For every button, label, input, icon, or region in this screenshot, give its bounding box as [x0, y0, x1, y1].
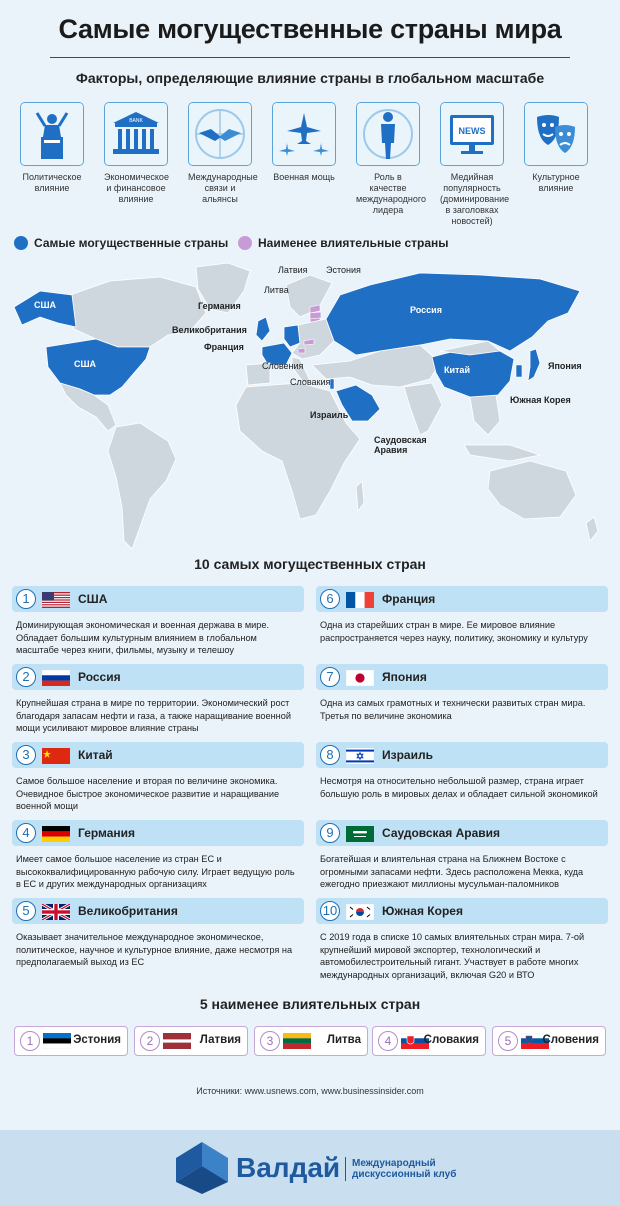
card-header — [12, 664, 304, 690]
latvia-flag-icon — [163, 1033, 191, 1049]
country-name: Латвия — [199, 1034, 241, 1046]
country-name: Словения — [542, 1034, 599, 1046]
bank-text: BANK — [129, 118, 143, 124]
legend-weak-label: Наименее влиятельные страны — [258, 236, 449, 250]
rank-number: 3 — [260, 1031, 280, 1051]
factor-label: Культурное влияние — [532, 172, 580, 193]
rank-number: 5 — [498, 1031, 518, 1051]
country-name: Литва — [326, 1034, 361, 1046]
russia-flag-icon — [42, 670, 70, 686]
map-label-uk: Великобритания — [172, 325, 247, 335]
country-name: Саудовская Аравия — [382, 826, 501, 840]
factor-label: Международные связи и альянсы — [188, 172, 258, 204]
legend-powerful — [14, 236, 228, 250]
weak-country-lithuania — [254, 1026, 368, 1056]
rank-number: 4 — [378, 1031, 398, 1051]
france-flag-icon — [346, 592, 374, 608]
factor-military — [272, 102, 336, 183]
country-description: Одна из самых грамотных и технически развитых стран мира. Третья по величине экономика — [320, 698, 586, 721]
rank-number: 6 — [320, 589, 340, 609]
card-header — [12, 898, 304, 924]
country-name: Израиль — [382, 748, 433, 762]
country-description: Крупнейшая страна в мире по территории. Экономический рост благодаря запасам нефти и газа, а также наращивание военной мощи усиливают мировое влияние страны — [16, 698, 291, 733]
country-name: Словакия — [423, 1034, 479, 1046]
country-description: Несмотря на относительно небольшой размер, страна играет большую роль в мировых делах и обладает сильной экономикой — [320, 776, 598, 799]
weak-color-dot — [238, 236, 252, 250]
country-name: Южная Корея — [382, 904, 463, 918]
military-jets-icon — [272, 102, 336, 166]
rank-number: 8 — [320, 745, 340, 765]
legend-powerful-label: Самые могущественные страны — [34, 236, 229, 250]
country-name: Германия — [78, 826, 136, 840]
factor-alliances — [188, 102, 258, 205]
country-card-usa — [12, 586, 304, 657]
tagline-line-1: Международный — [352, 1158, 436, 1169]
map-label-slovakia: Словакия — [290, 377, 331, 387]
card-header — [316, 898, 608, 924]
factor-label: Роль в качестве международного лидера — [356, 172, 426, 215]
card-header — [316, 820, 608, 846]
factor-political — [20, 102, 84, 194]
weak5-title: 5 наименее влиятельных стран — [199, 996, 421, 1012]
brand-separator — [345, 1157, 346, 1181]
country-name: Япония — [382, 670, 427, 684]
factors-row — [12, 102, 612, 242]
map-label-south-korea: Южная Корея — [510, 395, 571, 405]
country-description: Оказывает значительное международное экономическое, политическое, научное и культурное влияние, даже несмотря на предполагаемый выход из ЕС — [16, 932, 293, 967]
factor-economic — [104, 102, 168, 205]
country-card-saudi — [316, 820, 608, 891]
valdai-logo-icon — [172, 1138, 232, 1196]
rank-number: 3 — [16, 745, 36, 765]
uk-flag-icon — [42, 904, 70, 920]
politician-icon — [20, 102, 84, 166]
card-header — [12, 586, 304, 612]
bank-icon — [104, 102, 168, 166]
country-name: Китай — [78, 748, 113, 762]
map-label-lithuania: Литва — [264, 285, 289, 295]
map-label-israel: Израиль — [310, 410, 349, 420]
country-card-uk — [12, 898, 304, 969]
country-card-china — [12, 742, 304, 813]
country-name: Россия — [78, 670, 121, 684]
rank-number: 9 — [320, 823, 340, 843]
rank-number: 2 — [140, 1031, 160, 1051]
title-divider — [50, 57, 570, 58]
rank-number: 10 — [320, 901, 340, 921]
map-label-usa-alaska: США — [34, 300, 57, 310]
map-label-saudi: Саудовская Аравия — [374, 435, 427, 455]
factors-subtitle: Факторы, определяющие влияние страны в глобальном масштабе — [75, 70, 545, 86]
map-label-usa: США — [74, 359, 97, 369]
israel-flag-icon — [346, 748, 374, 764]
germany-flag-icon — [42, 826, 70, 842]
weak-country-slovakia — [372, 1026, 486, 1056]
factor-label: Военная мощь — [273, 172, 335, 182]
korea-flag-icon — [346, 904, 374, 920]
map-label-slovenia: Словения — [262, 361, 304, 371]
map-label-russia: Россия — [410, 305, 442, 315]
weak-country-estonia — [14, 1026, 128, 1056]
map-label-japan: Япония — [548, 361, 582, 371]
rank-number: 2 — [16, 667, 36, 687]
lithuania-flag-icon — [283, 1033, 311, 1049]
country-card-france — [316, 586, 608, 644]
sources-note: Источники: www.usnews.com, www.businessinsider.com — [196, 1086, 424, 1096]
saudi-flag-icon — [346, 826, 374, 842]
country-description: Имеет самое большое население из стран ЕС и высококвалифицированную рабочую силу. Играет ведущую роль в ЕС и других международных организациях — [16, 854, 295, 889]
country-description: Самое большое население и вторая по величине экономика. Очевидное быстрое экономическое развитие и наращивание военной мощи — [16, 776, 280, 811]
world-map-svg — [0, 255, 620, 555]
card-header — [316, 664, 608, 690]
handshake-icon — [188, 102, 252, 166]
factor-culture — [524, 102, 588, 194]
rank-number: 7 — [320, 667, 340, 687]
tagline-line-2: дискуссионный клуб — [352, 1169, 457, 1180]
country-card-germany — [12, 820, 304, 891]
brand-name: Валдай — [236, 1152, 341, 1183]
leader-icon — [356, 102, 420, 166]
country-card-korea — [316, 898, 608, 981]
country-card-israel — [316, 742, 608, 800]
japan-flag-icon — [346, 670, 374, 686]
country-description: Доминирующая экономическая и военная держава в мире. Обладает большим культурным влиянием в глобальном масштабе через книги, фильмы, музыку и телешоу — [16, 620, 270, 655]
factor-leadership — [356, 102, 426, 216]
powerful-color-dot — [14, 236, 28, 250]
factor-label: Экономическое и финансовое влияние — [104, 172, 169, 204]
legend-weak — [238, 236, 449, 250]
top10-title: 10 самых могущественных стран — [194, 556, 426, 572]
card-header — [12, 820, 304, 846]
map-label-estonia: Эстония — [326, 265, 361, 275]
page-title: Самые могущественные страны мира — [58, 14, 562, 44]
country-description: С 2019 года в списке 10 самых влиятельных стран мира. 7-ой крупнейший мировой экспортер, технологический и автомобилестроительный гигант. Участвует в работе многих международных организаций, включая G20 и ВТО — [320, 932, 585, 980]
country-card-russia — [12, 664, 304, 735]
rank-number: 1 — [20, 1031, 40, 1051]
weak-country-latvia — [134, 1026, 248, 1056]
brand-tagline — [352, 1158, 456, 1180]
rank-number: 5 — [16, 901, 36, 921]
factor-media — [440, 102, 510, 227]
map-label-latvia: Латвия — [278, 265, 308, 275]
map-label-germany: Германия — [198, 301, 241, 311]
country-description: Богатейшая и влиятельная страна на Ближнем Востоке с огромными запасами нефти. Здесь расположена Мекка, куда ежегодно приезжают миллионы мусульман-паломников — [320, 854, 584, 889]
country-card-japan — [316, 664, 608, 722]
usa-flag-icon — [42, 592, 70, 608]
rank-number: 1 — [16, 589, 36, 609]
theatre-masks-icon — [524, 102, 588, 166]
country-name: Великобритания — [78, 904, 178, 918]
country-description: Одна из старейших стран в мире. Ее мировое влияние распространяется через науку, политику, экономику и культуру — [320, 620, 588, 643]
rank-number: 4 — [16, 823, 36, 843]
country-name: Франция — [382, 592, 436, 606]
factor-label: Политическое влияние — [22, 172, 82, 193]
weak-country-slovenia — [492, 1026, 606, 1056]
news-text: NEWS — [458, 126, 486, 136]
china-flag-icon — [42, 748, 70, 764]
card-header — [12, 742, 304, 768]
footer — [0, 1130, 620, 1206]
card-header — [316, 742, 608, 768]
map-label-france: Франция — [204, 342, 244, 352]
country-name: Эстония — [73, 1034, 121, 1046]
world-map — [0, 255, 620, 555]
card-header — [316, 586, 608, 612]
factor-label: Медийная популярность (доминирование в заголовках новостей) — [440, 172, 510, 226]
map-label-china: Китай — [444, 365, 470, 375]
country-name: США — [78, 592, 108, 606]
news-monitor-icon — [440, 102, 504, 166]
estonia-flag-icon — [43, 1033, 71, 1049]
